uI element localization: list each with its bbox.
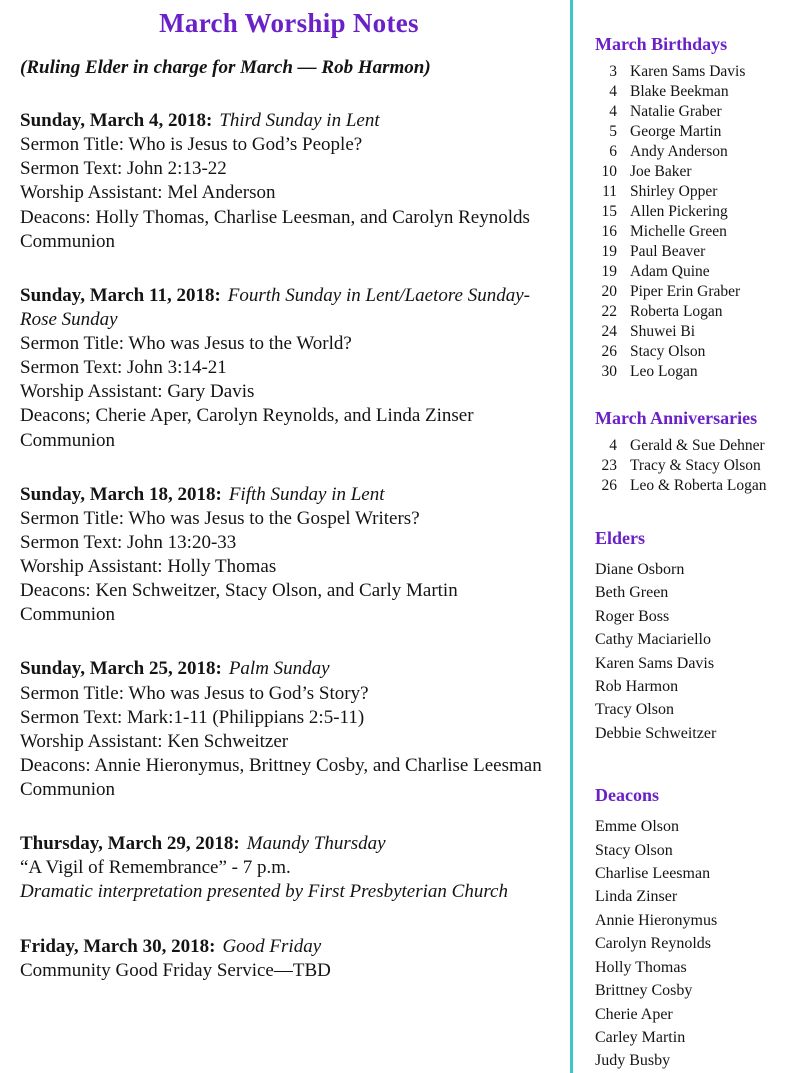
service-date: Sunday, March 18, 2018: (20, 483, 222, 505)
service-march-29 (20, 832, 558, 904)
deacons-line: Deacons: Ken Schweitzer, Stacy Olson, and Carly Martin (20, 580, 458, 602)
vigil-line: “A Vigil of Remembrance” - 7 p.m. (20, 857, 291, 879)
deacon-name: Stacy Olson (595, 841, 673, 859)
service-heading (20, 483, 558, 507)
service-date: Sunday, March 4, 2018: (20, 110, 213, 131)
deacons-list (595, 815, 794, 1072)
birthday-day: 20 (601, 283, 617, 300)
elders-list (595, 558, 794, 745)
anniversaries-list (595, 436, 794, 496)
service-march-11 (20, 284, 558, 453)
communion-line: Communion (20, 230, 116, 252)
sermon-text-line: Sermon Text: John 2:13-22 (20, 158, 227, 180)
elder-name: Karen Sams Davis (595, 654, 715, 672)
service-occasion: Maundy Thursday (246, 833, 386, 855)
sermon-title-line: Sermon Title: Who was Jesus to the Gospel Writers? (20, 507, 420, 529)
birthday-name: Blake Beekman (630, 83, 729, 100)
service-march-30 (20, 935, 558, 983)
birthday-item (595, 62, 794, 82)
anniversaries-section (595, 408, 794, 496)
elder-name: Tracy Olson (595, 701, 674, 719)
worship-assistant-line: Worship Assistant: Holly Thomas (20, 556, 277, 577)
birthday-day: 16 (601, 223, 617, 240)
birthday-day: 4 (609, 83, 617, 100)
deacon-name: Linda Zinser (595, 888, 678, 906)
birthday-item (595, 202, 794, 222)
elder-name: Rob Harmon (595, 678, 679, 696)
service-occasion: Good Friday (222, 935, 322, 957)
birthday-day: 10 (601, 163, 617, 180)
deacon-name: Carolyn Reynolds (595, 935, 711, 953)
service-date: Friday, March 30, 2018: (20, 935, 216, 957)
sermon-title-line: Sermon Title: Who was Jesus to God’s Story? (20, 682, 369, 704)
birthday-name: Natalie Graber (630, 103, 722, 120)
birthday-day: 22 (601, 303, 617, 320)
birthdays-list (595, 62, 794, 382)
birthday-item (595, 362, 794, 382)
birthday-name: Stacy Olson (630, 343, 706, 360)
communion-line: Communion (20, 429, 116, 451)
birthday-day: 11 (602, 183, 617, 200)
birthday-item (595, 162, 794, 182)
service-heading (20, 657, 558, 681)
anniversary-name: Tracy & Stacy Olson (630, 457, 761, 474)
sermon-text-line: Sermon Text: Mark:1-11 (Philippians 2:5-11) (20, 706, 365, 728)
deacon-name: Annie Hieronymus (595, 911, 718, 929)
birthday-day: 24 (601, 323, 617, 340)
birthday-item (595, 182, 794, 202)
anniversary-name: Gerald & Sue Dehner (630, 437, 765, 454)
service-march-4 (20, 109, 558, 254)
birthday-day: 19 (601, 243, 617, 260)
deacon-name: Brittney Cosby (595, 982, 693, 1000)
elder-name: Debbie Schweitzer (595, 724, 717, 742)
birthday-name: Michelle Green (630, 223, 727, 240)
deacons-line: Deacons: Annie Hieronymus, Brittney Cosby, and Charlise Leesman (20, 754, 542, 776)
birthday-day: 6 (609, 143, 617, 160)
service-occasion: Palm Sunday (228, 658, 330, 680)
service-occasion: Fourth Sunday in Lent/Laetore Sunday-Rose Sunday (20, 284, 530, 330)
deacon-name: Judy Busby (595, 1052, 671, 1070)
elder-name: Diane Osborn (595, 561, 685, 578)
birthday-day: 4 (609, 103, 617, 120)
birthday-item (595, 122, 794, 142)
deacons-line: Deacons; Cherie Aper, Carolyn Reynolds, and Linda Zinser (20, 405, 474, 427)
service-occasion: Fifth Sunday in Lent (228, 483, 385, 505)
service-date: Sunday, March 11, 2018: (20, 284, 221, 306)
sidebar (573, 0, 800, 1073)
birthday-name: Allen Pickering (630, 203, 728, 220)
service-heading (20, 935, 558, 959)
birthday-name: Paul Beaver (630, 243, 706, 260)
birthday-item (595, 322, 794, 342)
communion-line: Communion (20, 604, 116, 626)
birthday-name: Joe Baker (630, 163, 692, 180)
birthday-name: Leo Logan (630, 363, 698, 380)
service-date: Thursday, March 29, 2018: (20, 833, 240, 855)
birthday-item (595, 282, 794, 302)
elders-heading: Elders (595, 528, 646, 548)
anniversary-item (595, 476, 794, 496)
service-heading (20, 284, 558, 332)
ruling-elder-note: (Ruling Elder in charge for March — Rob Harmon) (20, 57, 431, 78)
birthday-name: Andy Anderson (630, 143, 728, 160)
sermon-text-line: Sermon Text: John 13:20-33 (20, 531, 237, 553)
birthday-name: Shirley Opper (630, 183, 718, 200)
birthday-item (595, 82, 794, 102)
deacon-name: Holly Thomas (595, 958, 687, 976)
anniversaries-heading: March Anniversaries (595, 408, 758, 428)
service-heading (20, 109, 558, 133)
birthday-name: Piper Erin Graber (630, 283, 741, 300)
anniversary-day: 26 (601, 477, 617, 494)
birthday-item (595, 142, 794, 162)
deacons-section (595, 785, 794, 1072)
deacons-heading: Deacons (595, 785, 659, 806)
service-date: Sunday, March 25, 2018: (20, 658, 222, 680)
elder-name: Roger Boss (595, 607, 670, 625)
birthday-name: Karen Sams Davis (630, 63, 746, 80)
worship-assistant-line: Worship Assistant: Gary Davis (20, 381, 255, 403)
deacons-line: Deacons: Holly Thomas, Charlise Leesman, and Carolyn Reynolds (20, 206, 530, 228)
sermon-title-line: Sermon Title: Who was Jesus to the World? (20, 333, 352, 354)
birthday-item (595, 222, 794, 242)
sermon-text-line: Sermon Text: John 3:14-21 (20, 357, 227, 379)
anniversary-item (595, 436, 794, 456)
birthday-day: 26 (601, 343, 617, 360)
birthday-day: 3 (609, 63, 617, 80)
deacon-name: Emme Olson (595, 818, 679, 836)
communion-line: Communion (20, 779, 116, 800)
birthday-name: George Martin (630, 123, 722, 140)
sermon-title-line: Sermon Title: Who is Jesus to God’s People? (20, 134, 363, 156)
birthday-day: 15 (601, 203, 617, 220)
birthday-name: Roberta Logan (630, 303, 723, 320)
birthdays-section (595, 34, 794, 382)
birthday-item (595, 262, 794, 282)
birthday-day: 5 (609, 123, 617, 140)
worship-assistant-line: Worship Assistant: Mel Anderson (20, 182, 276, 204)
deacon-name: Cherie Aper (595, 1005, 673, 1023)
service-occasion: Third Sunday in Lent (219, 110, 380, 131)
deacon-name: Carley Martin (595, 1028, 686, 1046)
dramatic-interpretation-line: Dramatic interpretation presented by First Presbyterian Church (20, 881, 508, 903)
birthday-item (595, 302, 794, 322)
service-march-18 (20, 483, 558, 628)
service-heading (20, 832, 558, 856)
worship-assistant-line: Worship Assistant: Ken Schweitzer (20, 730, 289, 752)
service-march-25 (20, 657, 558, 802)
birthday-item (595, 342, 794, 362)
deacon-name: Charlise Leesman (595, 865, 711, 883)
elder-name: Cathy Maciariello (595, 631, 711, 649)
birthday-item (595, 102, 794, 122)
elder-name: Beth Green (595, 584, 669, 602)
anniversary-item (595, 456, 794, 476)
good-friday-service-line: Community Good Friday Service—TBD (20, 959, 331, 981)
birthday-day: 19 (601, 263, 617, 280)
anniversary-day: 4 (609, 437, 617, 454)
birthday-name: Adam Quine (630, 263, 710, 280)
page-title: March Worship Notes (159, 8, 419, 38)
elders-section (595, 528, 794, 745)
birthday-day: 30 (601, 363, 617, 380)
birthdays-heading: March Birthdays (595, 34, 728, 54)
birthday-item (595, 242, 794, 262)
anniversary-day: 23 (601, 457, 617, 474)
anniversary-name: Leo & Roberta Logan (630, 477, 767, 494)
birthday-name: Shuwei Bi (630, 323, 696, 340)
